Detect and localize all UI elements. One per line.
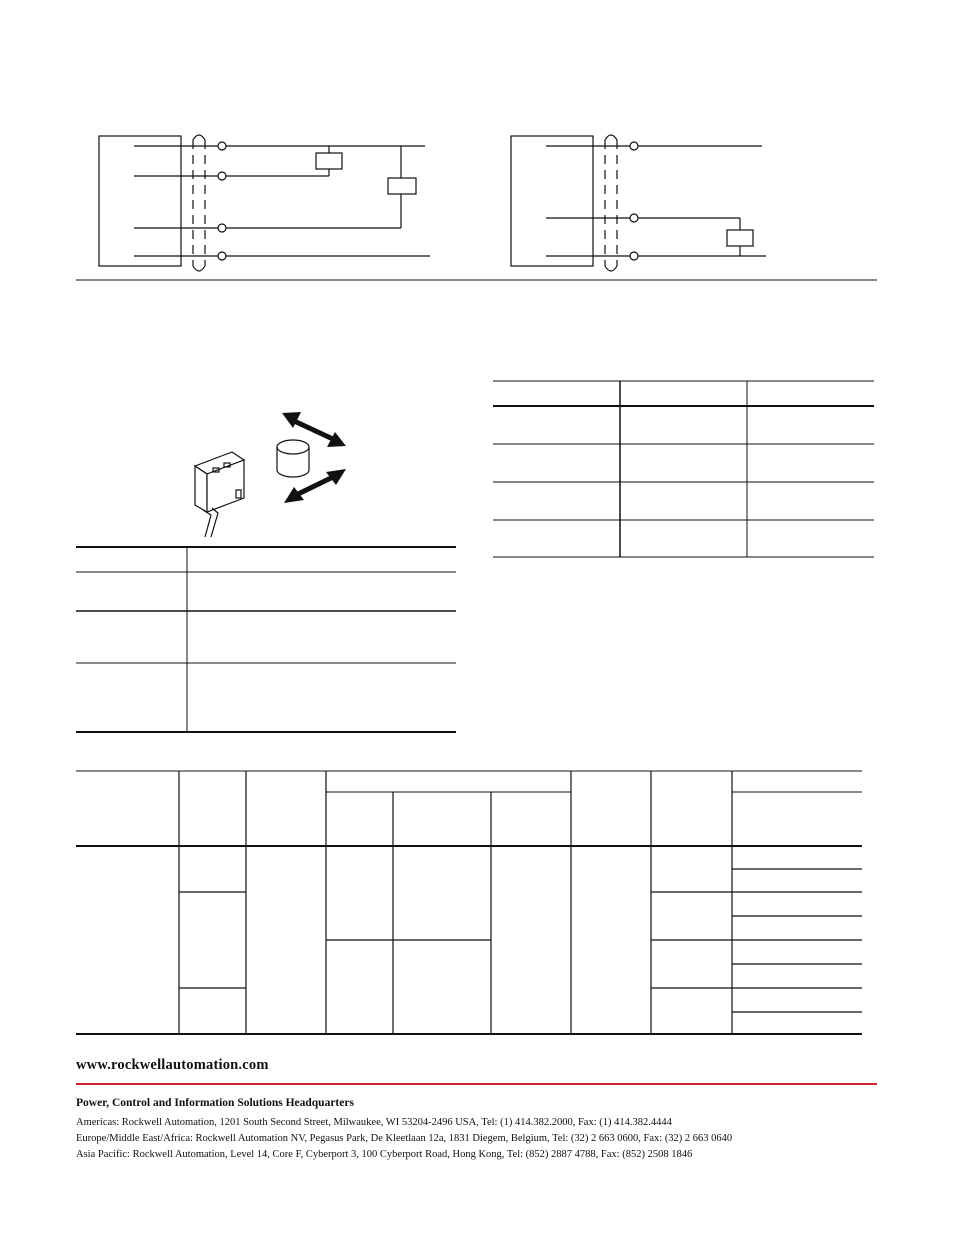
- terminal-circle: [218, 224, 226, 232]
- right-table: [493, 381, 874, 557]
- sensor-illustration: [195, 412, 346, 537]
- cable-sheath: [193, 135, 205, 271]
- terminal-circle: [218, 142, 226, 150]
- arrow-icon: [294, 476, 335, 496]
- wiring-diagram-left: [99, 135, 430, 271]
- product-table: [76, 771, 862, 1034]
- footer-website-link[interactable]: www.rockwellautomation.com: [76, 1057, 269, 1073]
- sensor-body-box: [99, 136, 181, 266]
- left-table: [76, 547, 456, 732]
- wiring-diagram-right: [511, 135, 766, 271]
- footer-emea-address: Europe/Middle East/Africa: Rockwell Automation NV, Pegasus Park, De Kleetlaan 12a, 1831 Diegem, Belgium, Tel: (32) 2 663 0600, Fax: (32) 2 663 0640: [76, 1133, 733, 1144]
- footer-divider: [76, 1083, 877, 1085]
- footer-americas-address: Americas: Rockwell Automation, 1201 South Second Street, Milwaukee, WI 53204-2496 USA, Tel: (1) 414.382.2000, Fax: (1) 414.382.4444: [76, 1117, 672, 1128]
- terminal-circle: [630, 214, 638, 222]
- arrow-icon: [292, 420, 335, 440]
- cable-sheath: [605, 135, 617, 271]
- terminal-circle: [630, 252, 638, 260]
- terminal-circle: [218, 252, 226, 260]
- load-box: [316, 153, 342, 169]
- target-object: [277, 440, 309, 454]
- terminal-circle: [630, 142, 638, 150]
- footer-apac-address: Asia Pacific: Rockwell Automation, Level 14, Core F, Cyberport 3, 100 Cyberport Road, Hong Kong, Tel: (852) 2887 4788, Fax: (852) 2508 1846: [76, 1149, 693, 1160]
- footer-headquarters-title: Power, Control and Information Solutions Headquarters: [76, 1097, 354, 1109]
- load-box: [727, 230, 753, 246]
- sensor-body-box: [511, 136, 593, 266]
- terminal-circle: [218, 172, 226, 180]
- load-box: [388, 178, 416, 194]
